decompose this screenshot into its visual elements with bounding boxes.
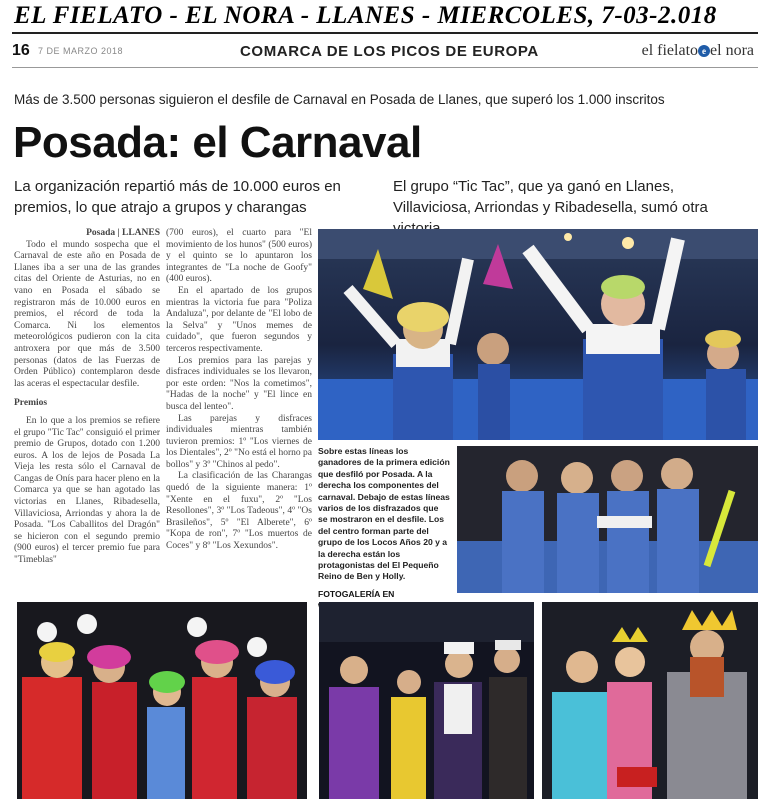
logo-badge-icon: e (698, 45, 710, 57)
photo-credit: FOTOGALERÍA EN (318, 588, 395, 599)
body-paragraph: La clasificación de las Charangas quedó de la siguiente manera: 1º "Xente en el fuxu", 2º "Los Resollones", 3º "Los Tadeous", 4º "Os Brasileños", 5º "El Alberete", 6º "Kopa de ron", 7º "Los muertos de Coces" y 8º "Los Xexundos". (166, 471, 312, 552)
body-paragraph: Las parejas y disfraces individuales mientras también tuvieron premios: 1º "Los viernes de los Dientales", 2º "No está el horno pa bollos" y 3º "Chinos al pedo". (166, 413, 312, 470)
page-number: 16 (12, 42, 30, 59)
subhead-right: El grupo “Tic Tac”, que ya ganó en Llanes, Villaviciosa, Arriondas y Ribadesella, sumó otra (393, 178, 708, 216)
body-paragraph: (700 euros), el cuarto para "El movimiento de los hunos" (500 euros) y el quinto se lo apuntaron los integrantes de "La noche de Goofy" (400 euros). (166, 228, 312, 285)
body-paragraph: Todo el mundo sospecha que el Carnaval de este año en Posada de Llanes iba a ser una de las grandes citas del Oriente de Asturias, no en vano en Posada el sábado se registraron más de 10.000 euros en premios, el récord de toda la Comarca. Ni los elementos meteorológicos pudieron con la cita antroxera por que más de 3.500 personas (datos de las Fuerzas de Orden Público) contemplaron desde las aceras el espectacular desfile. (14, 239, 160, 389)
body-subtitle: Premios (14, 398, 48, 409)
body-column-2 (166, 228, 312, 553)
section-title: COMARCA DE LOS PICOS DE EUROPA (240, 43, 539, 60)
article-headline: Posada: el Carnaval (13, 118, 422, 167)
logo-text-left: el fielato (641, 42, 699, 59)
page-header (12, 38, 758, 68)
masthead-title: EL FIELATO - EL NORA - LLANES - MIERCOLES, 7-03-2.018 (14, 2, 717, 29)
publication-logo (642, 42, 754, 60)
body-paragraph: Los premios para las parejas y disfraces individuales se los llevaron, por este orden: "Nos la cometimos", "Hadas de la noche" y "El lince en busca del lenteo". (166, 355, 312, 412)
article-byline: Posada | LLANES (86, 228, 160, 238)
caption-text: Sobre estas líneas los ganadores de la primera edición que desfiló por Posada. A la derecha los componentes del carnaval. Debajo de estas líneas varios de los disfrazados que se mostraron en el desfile. Los del centro forman parte del grupo de los Locos Años 20 y a la derecha están los protagonistas del El Pequeño Reino de Ben y Holly. (318, 446, 450, 582)
photo-costumed-band (457, 446, 758, 593)
masthead-rule (12, 32, 758, 34)
photo-ben-and-holly-group (542, 602, 758, 799)
body-paragraph: En el apartado de los grupos mientras la victoria fue para "Poliza Andaluza", por delante de "El lobo de la Selva" y "Unos memes de cuidado", que fueron segundos y terceros respectivamente. (166, 285, 312, 354)
subhead-left: La organización repartió más de 10.000 euros en premios, lo que atrajo a grupos y charangas (14, 178, 341, 216)
article-kicker: Más de 3.500 personas siguieron el desfile de Carnaval en Posada de Llanes, que superó los 1.000 inscritos (14, 92, 665, 107)
logo-text-right: el nora (710, 42, 754, 59)
photo-winners-float (318, 229, 758, 440)
body-column-1 (14, 228, 160, 567)
page-date: 7 DE MARZO 2018 (38, 46, 124, 56)
header-rule (12, 67, 758, 68)
body-paragraph: En lo que a los premios se refiere el grupo "Tic Tac" consiguió el primer premio de Grupos, dotado con 1.200 euros. A los de lejos de Posada La Vieja les resta sólo el Carnaval de Cangas de Onís para hacer pleno en la Comarca ya que se han agotado las victorias en Llanes, Ribadesella, Villaviciosa, Arriondas y ahora la de Posada. "Los Caballitos del Dragón" se hicieron con el segundo premio (900 euros) el tercer premio fue para "Timeblas" (14, 415, 160, 566)
photo-caption (318, 446, 450, 612)
photo-group-red-costumes (17, 602, 307, 799)
photo-twenties-group (319, 602, 534, 799)
